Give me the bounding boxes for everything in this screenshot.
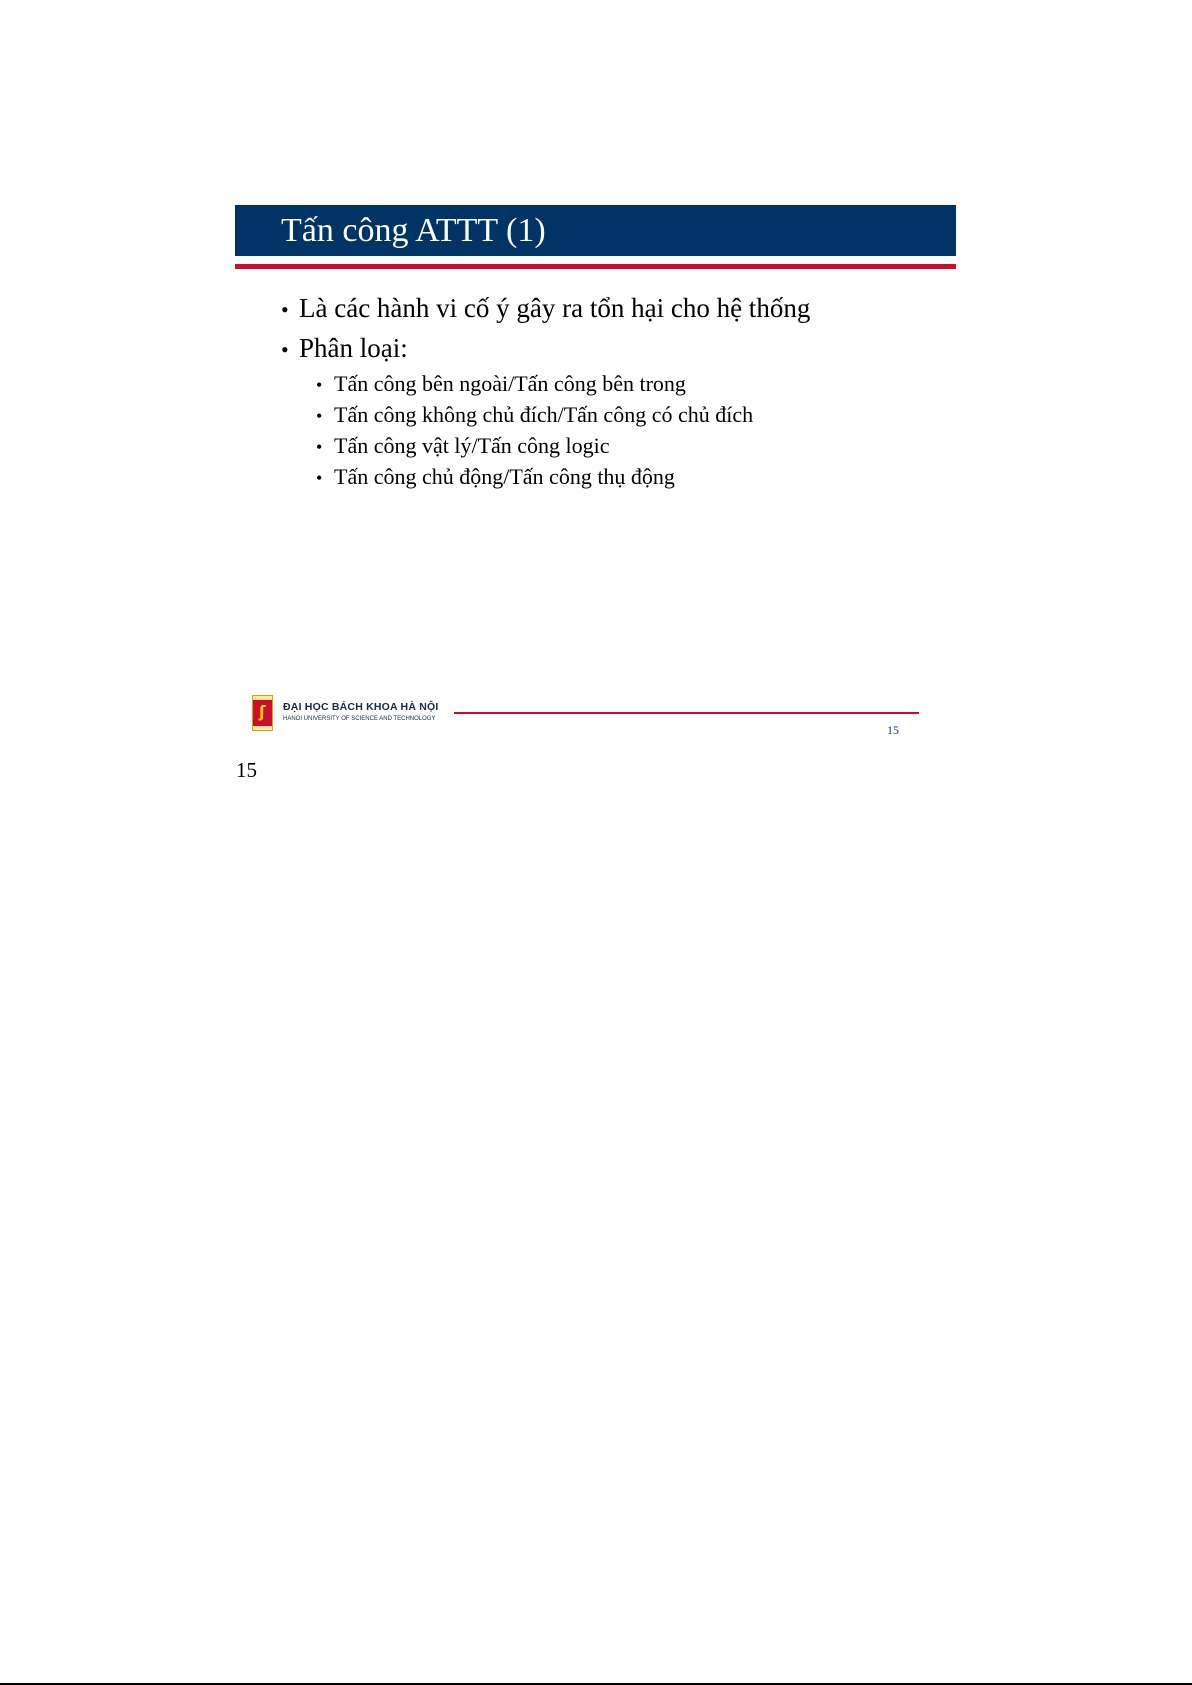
sub-bullet-item: • Tấn công bên ngoài/Tấn công bên trong bbox=[316, 368, 810, 399]
footer-divider bbox=[454, 712, 919, 714]
title-bar bbox=[235, 205, 956, 256]
slide-footer bbox=[235, 695, 956, 740]
bullet-text: Phân loại: bbox=[299, 333, 408, 363]
sub-bullet-item: • Tấn công chủ động/Tấn công thụ động bbox=[316, 461, 810, 492]
page-number: 15 bbox=[236, 758, 257, 782]
sub-bullet-item: • Tấn công vật lý/Tấn công logic bbox=[316, 430, 810, 461]
sub-bullet-list bbox=[316, 368, 810, 492]
sub-bullet-item: • Tấn công không chủ đích/Tấn công có chủ đích bbox=[316, 399, 810, 430]
bullet-item bbox=[281, 288, 810, 328]
slide-number: 15 bbox=[887, 723, 899, 737]
slide-title: Tấn công ATTT (1) bbox=[281, 212, 546, 249]
title-underline bbox=[235, 264, 956, 269]
bullet-item bbox=[281, 328, 810, 492]
university-logo bbox=[252, 695, 273, 731]
slide bbox=[235, 205, 956, 740]
university-name-vn: ĐẠI HỌC BÁCH KHOA HÀ NỘI bbox=[283, 701, 439, 713]
bullet-list bbox=[281, 288, 810, 492]
torch-icon: ʃ bbox=[259, 702, 266, 721]
bullet-text: Là các hành vi cố ý gây ra tổn hại cho hệ thống bbox=[299, 293, 811, 323]
university-name-en: HANOI UNIVERSITY OF SCIENCE AND TECHNOLOGY bbox=[283, 716, 436, 722]
